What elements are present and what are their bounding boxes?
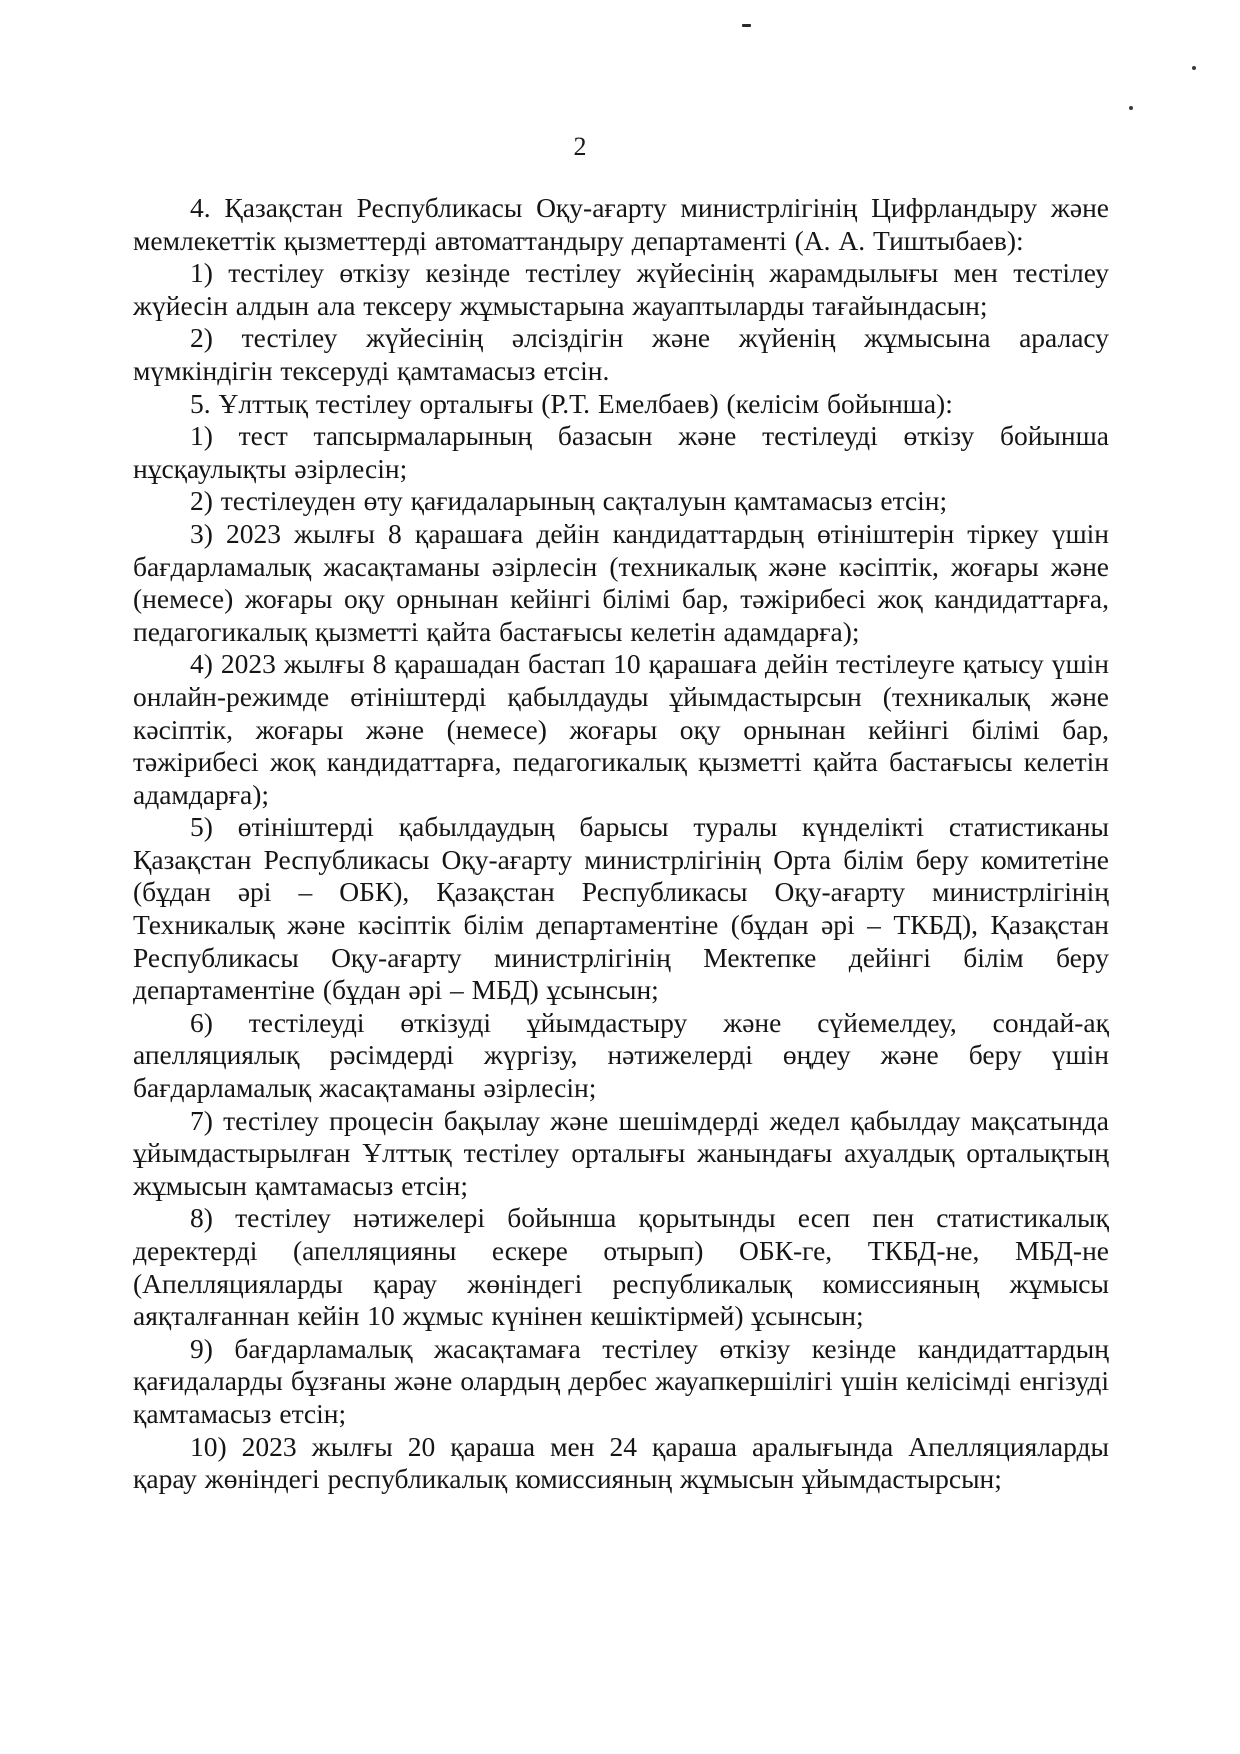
paragraph: 9) бағдарламалық жасақтамаға тестілеу өткізу кезінде кандидаттардың қағидаларды бұзғаны және олардың дербес жауапкершілігі үшін келісімді енгізуді қамтамасыз етсін; — [133, 1332, 1109, 1429]
paragraph: 5) өтініштерді қабылдаудың барысы туралы күнделікті статистиканы Қазақстан Республикасы Оқу-ағарту министрлігінің Орта білім беру комитетіне (бұдан әрі – ОБК), Қазақстан Республикасы Оқу-ағарту министрлігінің Техникалық және кәсіптік білім департаментіне (бұдан әрі – ТКБД), Қазақстан Республикасы Оқу-ағарту министрлігінің Мектепке дейінгі білім беру департаментіне (бұдан әрі – МБД) ұсынсын; — [133, 811, 1109, 1006]
paragraph: 1) тест тапсырмаларының базасын және тестілеуді өткізу бойынша нұсқаулықты әзірлесін; — [133, 420, 1109, 484]
paragraph: 10) 2023 жылғы 20 қараша мен 24 қараша аралығында Апелляцияларды қарау жөніндегі республикалық комиссияның жұмысын ұйымдастырсын; — [133, 1430, 1109, 1495]
paragraph: 5. Ұлттық тестілеу орталығы (Р.Т. Емелбаев) (келісім бойынша): — [190, 387, 953, 419]
paragraph: 1) тестілеу өткізу кезінде тестілеу жүйесінің жарамдылығы мен тестілеу жүйесін алдын ала тексеру жұмыстарына жауаптыларды тағайындасын; — [133, 257, 1109, 321]
paragraph: 6) тестілеуді өткізуді ұйымдастыру және сүйемелдеу, сондай-ақ апелляциялық рәсімдерді жүргізу, нәтижелерді өңдеу және беру үшін бағдарламалық жасақтаманы әзірлесін; — [133, 1006, 1109, 1104]
page-number: 2 — [573, 132, 587, 161]
document-body — [133, 192, 1109, 1496]
paragraph: 4) 2023 жылғы 8 қарашадан бастап 10 қарашаға дейін тестілеуге қатысу үшін онлайн-режимде өтініштерді қабылдауды ұйымдастырсын (техникалық және кәсіптік, жоғары және (немесе) жоғары оқу орнынан кейінгі білімі бар, тәжірибесі жоқ кандидаттарға, педагогикалық қызметті қайта бастағысы келетін адамдарға); — [133, 648, 1109, 810]
paragraph: 4. Қазақстан Республикасы Оқу-ағарту министрлігінің Цифрландыру және мемлекеттік қызметтерді автоматтандыру департаменті (А. А. Тиштыбаев): — [133, 192, 1109, 256]
paragraph: 7) тестілеу процесін бақылау және шешімдерді жедел қабылдау мақсатында ұйымдастырылған Ұлттық тестілеу орталығы жанындағы ахуалдық орталықтың жұмысын қамтамасыз етсін; — [133, 1104, 1109, 1201]
scan-speck — [1129, 106, 1133, 110]
paragraph: 2) тестілеу жүйесінің әлсіздігін және жүйенің жұмысына араласу мүмкіндігін тексеруді қамтамасыз етсін. — [133, 322, 1109, 386]
paragraph: 3) 2023 жылғы 8 қарашаға дейін кандидаттардың өтініштерін тіркеу үшін бағдарламалық жасақтаманы әзірлесін (техникалық және кәсіптік, жоғары және (немесе) жоғары оқу орнынан кейінгі білімі бар, тәжірибесі жоқ кандидаттарға, педагогикалық қызметті қайта бастағысы келетін адамдарға); — [133, 517, 1109, 647]
scan-speck — [1192, 66, 1196, 70]
paragraph: 8) тестілеу нәтижелері бойынша қорытынды есеп пен статистикалық деректерді (апелляцияны ескере отырып) ОБК-ге, ТКБД-не, МБД-не (Апелляцияларды қарау жөніндегі республикалық комиссияның жұмысы аяқталғаннан кейін 10 жұмыс күнінен кешіктірмей) ұсынсын; — [133, 1202, 1109, 1332]
scan-speck — [742, 24, 751, 27]
paragraph: 2) тестілеуден өту қағидаларының сақталуын қамтамасыз етсін; — [190, 485, 948, 517]
